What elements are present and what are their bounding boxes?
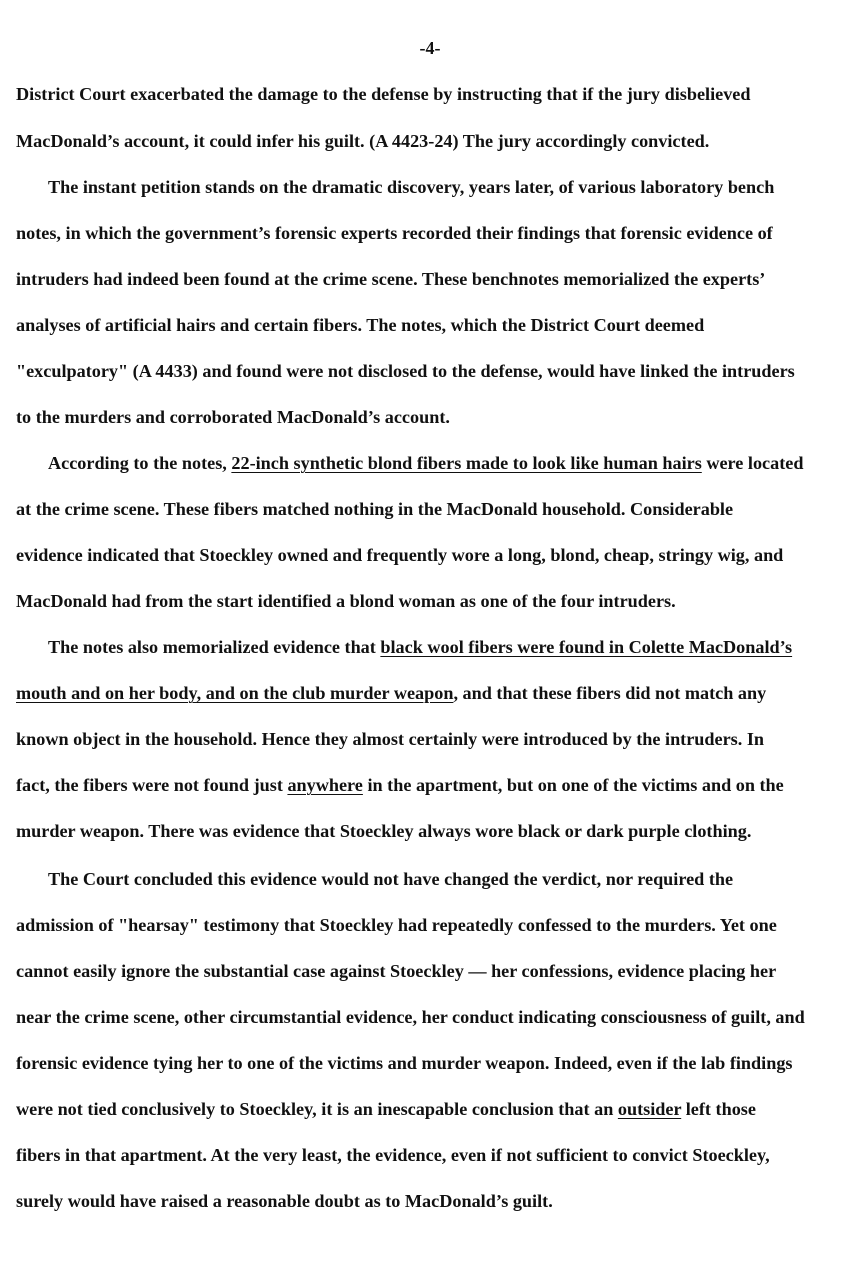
text-run: "exculpatory" (A 4433) and found were not disclosed to the defense, would have linked the intruders — [16, 361, 795, 381]
text-run: MacDonald’s account, it could infer his guilt. (A 4423-24) The jury accordingly convicted. — [16, 131, 710, 151]
text-line — [48, 176, 856, 198]
text-line — [48, 636, 856, 658]
text-run: at the crime scene. These fibers matched nothing in the MacDonald household. Considerable — [16, 499, 734, 519]
text-run: intruders had indeed been found at the crime scene. These benchnotes memorialized the experts’ — [16, 269, 766, 289]
text-run: surely would have raised a reasonable doubt as to MacDonald’s guilt. — [16, 1191, 553, 1211]
text-line — [16, 222, 856, 244]
text-line — [16, 268, 856, 290]
text-line — [16, 83, 856, 105]
text-line — [16, 1098, 856, 1120]
text-line — [16, 544, 856, 566]
text-line — [16, 820, 856, 842]
underlined-text: mouth and on her body, and on the club murder weapon — [16, 683, 454, 703]
text-run: near the crime scene, other circumstantial evidence, her conduct indicating consciousness of guilt, and — [16, 1007, 805, 1027]
text-line — [16, 590, 856, 612]
text-line — [16, 960, 856, 982]
text-line — [16, 130, 856, 152]
text-line — [16, 360, 856, 382]
text-run: were located — [701, 453, 804, 473]
underlined-text: anywhere — [287, 775, 363, 795]
text-line — [16, 1052, 856, 1074]
text-run: to the murders and corroborated MacDonald’s account. — [16, 407, 450, 427]
text-line — [16, 1144, 856, 1166]
text-run: fibers in that apartment. At the very least, the evidence, even if not sufficient to convict Stoeckley, — [16, 1145, 770, 1165]
text-line — [16, 498, 856, 520]
text-run: fact, the fibers were not found just — [16, 775, 288, 795]
text-line — [16, 1190, 856, 1212]
underlined-text: black wool fibers were found in Colette MacDonald’s — [380, 637, 793, 657]
text-run: admission of "hearsay" testimony that Stoeckley had repeatedly confessed to the murders. Yet one — [16, 915, 777, 935]
text-line — [16, 314, 856, 336]
text-run: District Court exacerbated the damage to the defense by instructing that if the jury disbelieved — [16, 84, 751, 104]
underlined-text: 22-inch synthetic blond fibers made to look like human hairs — [231, 453, 702, 473]
text-run: analyses of artificial hairs and certain fibers. The notes, which the District Court deemed — [16, 315, 705, 335]
text-run: murder weapon. There was evidence that Stoeckley always wore black or dark purple clothing. — [16, 821, 752, 841]
text-run: , and that these fibers did not match any — [453, 683, 767, 703]
text-run: The notes also memorialized evidence that — [48, 637, 381, 657]
text-run: The Court concluded this evidence would not have changed the verdict, nor required the — [48, 869, 734, 889]
text-run: The instant petition stands on the dramatic discovery, years later, of various laboratory bench — [48, 177, 775, 197]
text-line — [16, 1006, 856, 1028]
text-run: known object in the household. Hence they almost certainly were introduced by the intruders. In — [16, 729, 765, 749]
text-line — [16, 728, 856, 750]
text-line — [16, 682, 856, 704]
text-run: MacDonald had from the start identified a blond woman as one of the four intruders. — [16, 591, 676, 611]
underlined-text: outsider — [617, 1099, 682, 1119]
text-run: left those — [681, 1099, 756, 1119]
text-run: in the apartment, but on one of the victims and on the — [362, 775, 784, 795]
page-number: -4- — [419, 38, 441, 58]
text-run: According to the notes, — [48, 453, 232, 473]
text-line — [16, 914, 856, 936]
text-run: cannot easily ignore the substantial case against Stoeckley — her confessions, evidence placing her — [16, 961, 777, 981]
text-line — [48, 452, 856, 474]
text-line — [48, 868, 856, 890]
text-run: were not tied conclusively to Stoeckley, it is an inescapable conclusion that an — [16, 1099, 618, 1119]
text-line — [16, 406, 856, 428]
text-run: notes, in which the government’s forensic experts recorded their findings that forensic evidence of — [16, 223, 773, 243]
text-run: forensic evidence tying her to one of the victims and murder weapon. Indeed, even if the lab findings — [16, 1053, 793, 1073]
text-run: evidence indicated that Stoeckley owned and frequently wore a long, blond, cheap, stringy wig, and — [16, 545, 784, 565]
text-line — [16, 774, 856, 796]
